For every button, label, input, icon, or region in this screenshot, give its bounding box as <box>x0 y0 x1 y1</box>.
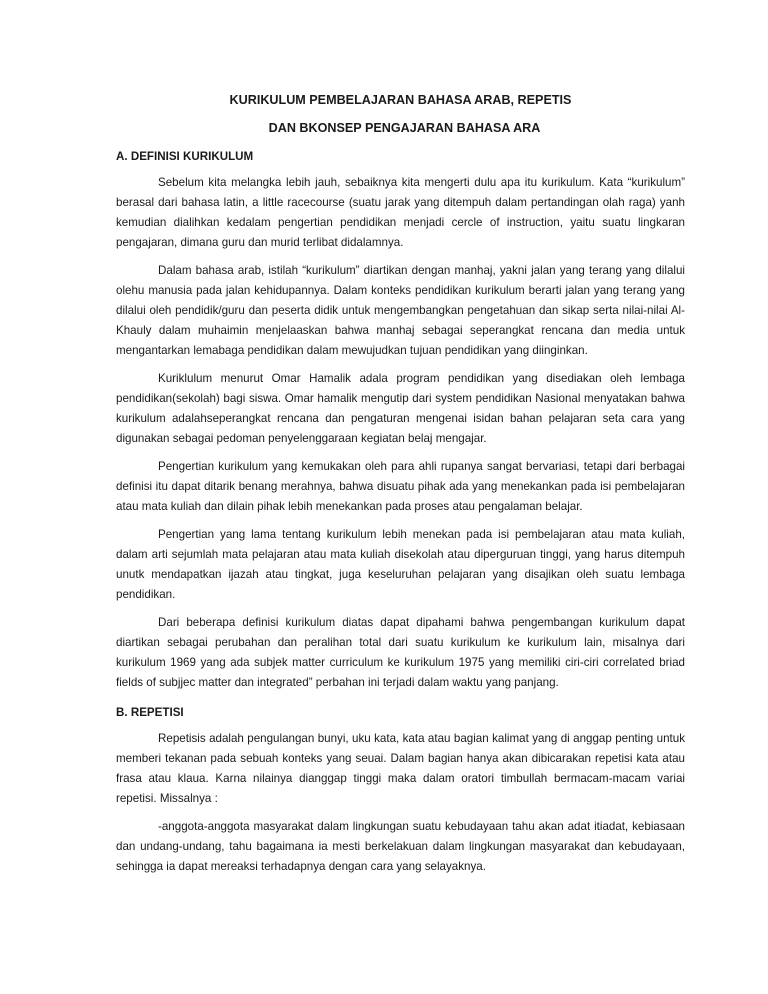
section-a-paragraph-1: Sebelum kita melangka lebih jauh, sebaiknya kita mengerti dulu apa itu kurikulum. Kata “kurikulum” berasal dari bahasa latin, a little racecourse (suatu jarak yang ditempuh dalam pertandingan olah raga) yanh kemudian dialihkan kedalam pengertian pendidikan menjadi cercle of instruction, yaitu suatu lingkaran pengajaran, dimana guru dan murid terlibat didalamnya. <box>116 176 685 249</box>
section-a-paragraph-2: Dalam bahasa arab, istilah “kurikulum” diartikan dengan manhaj, yakni jalan yang terang yang dilalui olehu manusia pada jalan kehidupannya. Dalam konteks pendidikan kurikulum berarti jalan yang terang yang dilalui oleh pendidik/guru dan peserta didik untuk mengembangkan pengetahuan dan sikap serta nilai-nilai Al-Khauly dalam muhaimin menjelaaskan bahwa manhaj sebagai seperangkat rencana dan media untuk mengantarkan lemabaga pendidikan dalam mewujudkan tujuan pendidikan yang diinginkan. <box>116 264 685 357</box>
section-b-heading: B. REPETISI <box>116 706 184 719</box>
document-title-line-2: DAN BKONSEP PENGAJARAN BAHASA ARA <box>268 121 541 135</box>
section-b-paragraph-1: Repetisis adalah pengulangan bunyi, uku kata, kata atau bagian kalimat yang di anggap penting untuk memberi tekanan pada sebuah konteks yang seuai. Dalam bagian hanya akan dibicarakan repetisi kata atau frasa atau klaua. Karna nilainya dianggap tinggi maka dalam oratori timbullah bermacam-macam variai repetisi. Missalnya : <box>116 732 685 805</box>
section-a-heading: A. DEFINISI KURIKULUM <box>116 150 254 163</box>
document-title-line-1: KURIKULUM PEMBELAJARAN BAHASA ARAB, REPETIS <box>229 93 572 107</box>
section-a-paragraph-6: Dari beberapa definisi kurikulum diatas dapat dipahami bahwa pengembangan kurikulum dapat diartikan sebagai perubahan dan peralihan total dari suatu kurikulum ke kurikulum lain, misalnya dari kurikulum 1969 yang ada subjek matter curriculum ke kurikulum 1975 yang memiliki ciri-ciri correlated briad fields of subjjec matter dan integrated” perbahan ini terjadi dalam waktu yang panjang. <box>116 616 685 689</box>
section-a-paragraph-3: Kuriklulum menurut Omar Hamalik adala program pendidikan yang disediakan oleh lembaga pendidikan(sekolah) bagi siswa. Omar hamalik mengutip dari system pendidikan Nasional menyatakan bahwa kurikulum adalahseperangkat rencana dan pengaturan mengenai isidan bahan pelajaran seta cara yang digunakan sebagai pedoman penyelenggaraan kegiatan belaj mengajar. <box>116 372 685 445</box>
section-b-paragraph-2: -anggota-anggota masyarakat dalam lingkungan suatu kebudayaan tahu akan adat itiadat, kebiasaan dan undang-undang, tahu bagaimana ia mesti berkelakuan dalam lingkungan masyarakat dan kebudayaan, sehingga ia dapat mereaksi terhadapnya dengan cara yang selayaknya. <box>116 820 685 873</box>
section-a-paragraph-4: Pengertian kurikulum yang kemukakan oleh para ahli rupanya sangat bervariasi, tetapi dari berbagai definisi itu dapat ditarik benang merahnya, bahwa disuatu pihak ada yang menekankan pada isi pembelajaran atau mata kuliah dan dilain pihak lebih menekankan pada proses atau pengalaman belajar. <box>116 460 685 513</box>
section-a-paragraph-5: Pengertian yang lama tentang kurikulum lebih menekan pada isi pembelajaran atau mata kuliah, dalam arti sejumlah mata pelajaran atau mata kuliah disekolah atau diperguruan tinggi, yang harus ditempuh unutk mendapatkan ijazah atau tingkat, juga keseluruhan pelajaran yang disajikan oleh suatu lembaga pendidikan. <box>116 528 685 601</box>
document-page <box>116 92 685 885</box>
